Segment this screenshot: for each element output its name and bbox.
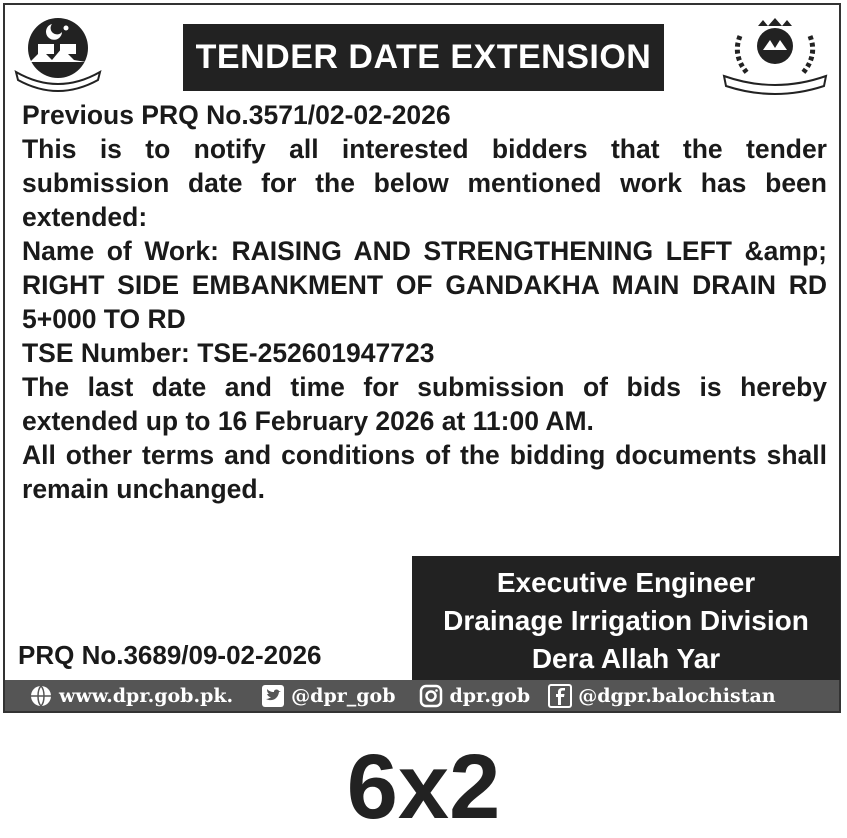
- footer-instagram[interactable]: [419, 684, 530, 708]
- notice-body: [22, 98, 827, 506]
- dgpr-emblem-logo: [718, 16, 832, 96]
- previous-prq: Previous PRQ No.3571/02-02-2026: [22, 100, 451, 130]
- twitter-handle: @dpr_gob: [291, 684, 396, 707]
- signature-title: Executive Engineer: [496, 567, 756, 598]
- prq-number: PRQ No.3689/09-02-2026: [18, 640, 322, 670]
- globe-icon: [29, 684, 53, 708]
- notice-title: TENDER DATE EXTENSION: [183, 24, 664, 91]
- footer-bar: [3, 680, 841, 713]
- ad-size-label: 6x2: [346, 736, 501, 838]
- facebook-icon: [548, 684, 572, 708]
- footer-facebook[interactable]: [548, 684, 775, 708]
- signature-block: [412, 556, 840, 680]
- signature-division: Drainage Irrigation Division: [443, 605, 809, 636]
- intro-paragraph: This is to notify all interested bidders that the tender submission date for the below mentioned work has been extended:: [22, 134, 827, 232]
- instagram-icon: [419, 684, 443, 708]
- footer-twitter[interactable]: [261, 684, 395, 708]
- deadline-paragraph: The last date and time for submission of bids is hereby extended up to 16 February 2026 at 11:00 AM.: [22, 372, 827, 436]
- signature-location: Dera Allah Yar: [531, 643, 721, 674]
- tse-number: TSE Number: TSE-252601947723: [22, 338, 435, 368]
- footer-website[interactable]: [29, 684, 233, 708]
- twitter-icon: [261, 684, 285, 708]
- website-text: www.dpr.gob.pk.: [59, 684, 234, 707]
- balochistan-emblem-logo: [12, 14, 104, 96]
- name-of-work: Name of Work: RAISING AND STRENGTHENING LEFT &amp; RIGHT SIDE EMBANKMENT OF GANDAKHA MAIN DRAIN RD 5+000 TO RD: [22, 236, 827, 334]
- closing-paragraph: All other terms and conditions of the bidding documents shall remain unchanged.: [22, 440, 827, 504]
- facebook-handle: @dgpr.balochistan: [578, 684, 776, 707]
- instagram-handle: dpr.gob: [449, 684, 531, 707]
